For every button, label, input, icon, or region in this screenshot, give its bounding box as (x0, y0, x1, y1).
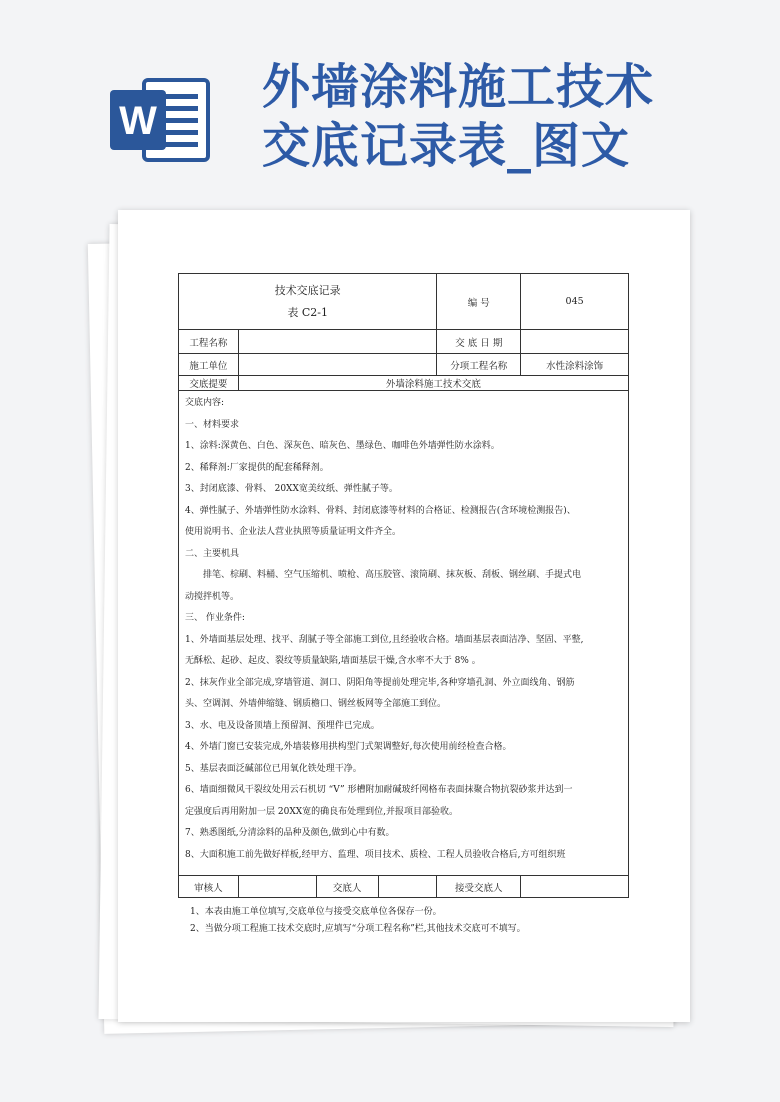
reviewer-value (238, 876, 316, 898)
project-name-value (238, 330, 437, 354)
content-line: 无酥松、起砂、起皮、裂纹等质量缺陷,墙面基层干燥,含水率不大于 8% 。 (185, 656, 481, 666)
content-lines (185, 393, 622, 866)
handover-content (179, 391, 629, 876)
summary-label: 交底提要 (179, 376, 239, 391)
handover-date-value (521, 330, 629, 354)
content-line: 使用说明书、企业法人营业执照等质量证明文件齐全。 (185, 527, 402, 537)
document-sheet (118, 210, 690, 1022)
footnotes (190, 904, 526, 938)
number-value: 045 (521, 274, 629, 330)
content-line: 4、弹性腻子、外墙弹性防水涂料、骨料、封闭底漆等材料的合格证、检测报告(含环境检测报告)、 (185, 505, 576, 516)
handover-record-table (178, 273, 629, 898)
content-line: 8、大面积施工前先做好样板,经甲方、监理、项目技术、质检、工程人员验收合格后,方可组织班 (185, 849, 566, 860)
content-line: 定强度后再用附加一层 20XX宽的确良布处理到位,并报项目部验收。 (185, 806, 458, 817)
contractor-label: 施工单位 (179, 354, 239, 376)
content-line: 1、外墙面基层处理、找平、刮腻子等全部施工到位,且经验收合格。墙面基层表面洁净、坚固、平整, (185, 634, 584, 645)
content-line: 排笔、棕刷、料桶、空气压缩机、喷枪、高压胶管、滚筒刷、抹灰板、刮板、钢丝刷、手提式电 (203, 570, 582, 580)
content-line: 7、熟悉图纸,分清涂料的品种及颜色,做到心中有数。 (185, 828, 395, 838)
contractor-value (238, 354, 437, 376)
form-title-cell (179, 274, 437, 330)
content-line: 3、水、电及设备顶墙上预留洞、预埋件已完成。 (185, 720, 380, 731)
content-line: 2、抹灰作业全部完成,穿墙管道、洞口、阴阳角等提前处理完毕,各种穿墙孔洞、外立面线角、钢筋 (185, 677, 575, 688)
content-line: 头、空调洞、外墙伸缩缝、钢质檐口、钢丝板网等全部施工到位。 (185, 699, 447, 709)
subproject-value: 水性涂料涂饰 (521, 354, 629, 376)
subproject-label: 分项工程名称 (437, 354, 521, 376)
form-code: 表 C2-1 (287, 305, 329, 319)
content-line: 二、主要机具 (185, 548, 240, 559)
reviewer-label: 审核人 (179, 876, 239, 898)
page-title-line2: 交底记录表_图文 (262, 118, 631, 174)
project-name-label: 工程名称 (179, 330, 239, 354)
content-line: 动搅拌机等。 (185, 591, 240, 602)
presenter-label: 交底人 (316, 876, 378, 898)
word-logo-icon (108, 72, 212, 168)
form-title: 技术交底记录 (274, 283, 341, 297)
receiver-value (521, 876, 629, 898)
footnote-2: 2、当做分项工程施工技术交底时,应填写“分项工程名称”栏,其他技术交底可不填写。 (190, 924, 526, 934)
content-line: 6、墙面细微风干裂纹处用云石机切 “V” 形槽附加耐碱玻纤网格布表面抹聚合物抗裂砂浆并达到一 (185, 785, 573, 795)
content-line: 4、外墙门窗已安装完成,外墙装修用拱构型门式架调整好,每次使用前经检查合格。 (185, 742, 512, 752)
content-line: 5、基层表面泛碱部位已用氧化铁处理干净。 (185, 763, 362, 774)
footnote-1: 1、本表由施工单位填写,交底单位与接受交底单位各保存一份。 (190, 907, 442, 917)
content-line: 一、材料要求 (185, 419, 240, 430)
number-label: 编 号 (437, 274, 521, 330)
content-line: 2、稀释剂:厂家提供的配套稀释剂。 (185, 462, 329, 473)
content-line: 三、 作业条件: (185, 613, 245, 623)
summary-value: 外墙涂料施工技术交底 (238, 376, 628, 391)
receiver-label: 接受交底人 (437, 876, 521, 898)
page-title-line1: 外墙涂料施工技术 (262, 59, 655, 115)
logo-letter: W (119, 99, 157, 143)
header-banner (0, 0, 780, 210)
content-line: 1、涂料:深黄色、白色、深灰色、暗灰色、墨绿色、咖啡色外墙弹性防水涂料。 (185, 441, 500, 451)
handover-date-label: 交 底 日 期 (437, 330, 521, 354)
presenter-value (378, 876, 437, 898)
content-line: 3、封闭底漆、骨料、 20XX宽美纹纸、弹性腻子等。 (185, 484, 398, 494)
content-line: 交底内容: (185, 398, 225, 408)
